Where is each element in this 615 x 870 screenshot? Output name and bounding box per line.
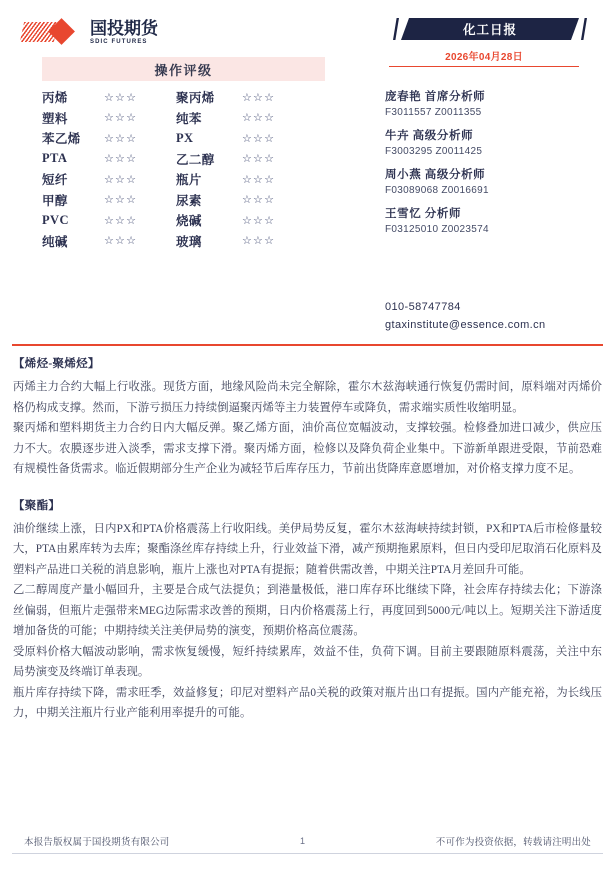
- report-title: 化工日报: [462, 23, 517, 37]
- section-spacer: [13, 480, 602, 497]
- table-row: [42, 210, 325, 231]
- header-divider: [12, 344, 603, 346]
- analyst-name: 牛卉 高级分析师: [385, 130, 474, 142]
- page-number: 1: [300, 836, 306, 846]
- rating-name: 烧碱: [176, 214, 202, 229]
- report-date: 2026年04月28日: [445, 52, 523, 63]
- rating-stars: ☆☆☆: [104, 193, 138, 207]
- contact-block: [385, 301, 610, 331]
- report-date-block: [389, 48, 579, 67]
- rating-stars: ☆☆☆: [242, 152, 276, 166]
- section-heading: 【烯烃-聚烯烃】: [13, 358, 100, 370]
- footer-disclaimer: 不可作为投资依据，转载请注明出处: [435, 838, 591, 848]
- table-row: [42, 231, 325, 252]
- rating-stars: ☆☆☆: [104, 131, 138, 145]
- rating-stars: ☆☆☆: [104, 213, 138, 227]
- rating-name: 苯乙烯: [42, 132, 81, 147]
- paragraph: 瓶片库存持续下降，需求旺季，效益修复；印尼对塑料产品0关税的政策对瓶片出口有提振。国内产能充裕，为长线压力，中期关注瓶片行业产能利用率提升的可能。: [13, 686, 602, 719]
- page-header: [0, 0, 615, 340]
- table-row: [42, 190, 325, 211]
- rating-table: [42, 87, 325, 251]
- page-footer: [24, 834, 591, 848]
- logo-mark-icon: [22, 19, 84, 45]
- paragraph: 丙烯主力合约大幅上行收涨。现货方面，地缘风险尚未完全解除，霍尔木兹海峡通行恢复仍需时间，原料端对丙烯价格仍构成支撑。然而，下游亏损压力持续倒逼聚丙烯等主力装置停车或降负，需求端实质性收缩明显。: [13, 381, 602, 414]
- rating-stars: ☆☆☆: [242, 234, 276, 248]
- analyst-name: 周小燕 高级分析师: [385, 169, 486, 181]
- rating-name: PTA: [42, 151, 68, 166]
- analyst-codes: F3003295 Z0011425: [385, 146, 483, 157]
- rating-name: 聚丙烯: [176, 91, 215, 106]
- rating-name: 纯碱: [42, 234, 68, 249]
- rating-stars: ☆☆☆: [242, 131, 276, 145]
- contact-phone: 010-58747784: [385, 301, 461, 313]
- rating-name: 甲醇: [42, 193, 68, 208]
- logo-text: [90, 20, 158, 45]
- logo-english-name: SDIC FUTURES: [90, 38, 148, 45]
- paragraph: 油价继续上涨，日内PX和PTA价格震荡上行收阳线。美伊局势反复，霍尔木兹海峡持续封锁，PX和PTA后市检修量较大，PTA由累库转为去库；聚酯涤丝库存持续上升，行业效益下滑，减产预期拖累原料，但日内受印尼取消石化原料及塑料产品进口关税的消息影响，瓶片上涨也对PTA有提振；随着供需改善，中期关注PTA月差回升可能。: [13, 522, 602, 576]
- analyst-entry: [385, 205, 610, 235]
- rating-stars: ☆☆☆: [104, 152, 138, 166]
- banner-left-accent: [393, 18, 399, 40]
- table-row: [42, 128, 325, 149]
- table-row: [42, 87, 325, 108]
- contact-email[interactable]: gtaxinstitute@essence.com.cn: [385, 319, 546, 331]
- table-row: [42, 169, 325, 190]
- analyst-codes: F03089068 Z0016691: [385, 185, 489, 196]
- rating-stars: ☆☆☆: [242, 90, 276, 104]
- rating-stars: ☆☆☆: [242, 111, 276, 125]
- rating-stars: ☆☆☆: [104, 234, 138, 248]
- logo-chinese-name: 国投期货: [90, 18, 158, 38]
- rating-table-title: 操作评级: [42, 57, 325, 81]
- rating-name: 丙烯: [42, 91, 68, 106]
- analyst-list: [385, 88, 610, 244]
- rating-name: 短纤: [42, 173, 68, 188]
- report-body: [13, 355, 602, 724]
- rating-name: 纯苯: [176, 111, 202, 126]
- rating-stars: ☆☆☆: [104, 90, 138, 104]
- rating-stars: ☆☆☆: [242, 213, 276, 227]
- footer-copyright: 本报告版权属于国投期货有限公司: [24, 838, 170, 848]
- paragraph: 乙二醇周度产量小幅回升，主要是合成气法提负；到港量极低，港口库存环比继续下降，社会库存持续去化；下游涤丝偏弱，但瓶片走强带来MEG边际需求改善的预期，日内价格震荡上行，再度回到5000元/吨以上。短期关注下游适度增加备货的可能；中期持续关注美伊局势的演变，预期价格高位震荡。: [13, 584, 602, 637]
- rating-stars: ☆☆☆: [242, 172, 276, 186]
- analyst-entry: [385, 166, 610, 196]
- analyst-name: 庞春艳 首席分析师: [385, 91, 486, 103]
- rating-name: 瓶片: [176, 173, 202, 188]
- paragraph: 聚丙烯和塑料期货主力合约日内大幅反弹。聚乙烯方面，油价高位宽幅波动，支撑较强。检修叠加进口减少，供应压力不大。农膜逐步进入淡季，需求支撑下滑。聚丙烯方面，检修以及降负荷企业集中。下游新单跟进受限，节前恐难有规模性备货需求。临近假期部分生产企业为减轻节后库存压力，节前出货降库意愿增加，对价格支撑力度不足。: [13, 422, 602, 475]
- rating-name: PX: [176, 130, 194, 145]
- rating-name: 尿素: [176, 193, 202, 208]
- rating-stars: ☆☆☆: [104, 172, 138, 186]
- analyst-entry: [385, 88, 610, 118]
- footer-divider: [12, 853, 603, 854]
- rating-name: 塑料: [42, 111, 68, 126]
- date-underline: [389, 66, 579, 67]
- analyst-name: 王雪忆 分析师: [385, 208, 462, 220]
- analyst-entry: [385, 127, 610, 157]
- rating-stars: ☆☆☆: [242, 193, 276, 207]
- analyst-codes: F3011557 Z0011355: [385, 107, 482, 118]
- banner-right-accent: [581, 18, 587, 40]
- company-logo: [22, 16, 158, 48]
- analyst-codes: F03125010 Z0023574: [385, 224, 489, 235]
- paragraph: 受原料价格大幅波动影响，需求恢复缓慢，短纤持续累库，效益不佳，负荷下调。目前主要跟随原料震荡，关注中东局势演变及终端订单表现。: [13, 645, 602, 678]
- report-title-banner: [401, 18, 579, 40]
- rating-name: 玻璃: [176, 234, 202, 249]
- section-polyester: [13, 497, 602, 724]
- rating-name: 乙二醇: [176, 152, 215, 167]
- rating-stars: ☆☆☆: [104, 111, 138, 125]
- rating-name: PVC: [42, 212, 69, 227]
- section-olefins: [13, 355, 602, 480]
- table-row: [42, 108, 325, 129]
- table-row: [42, 149, 325, 170]
- section-heading: 【聚酯】: [13, 499, 61, 512]
